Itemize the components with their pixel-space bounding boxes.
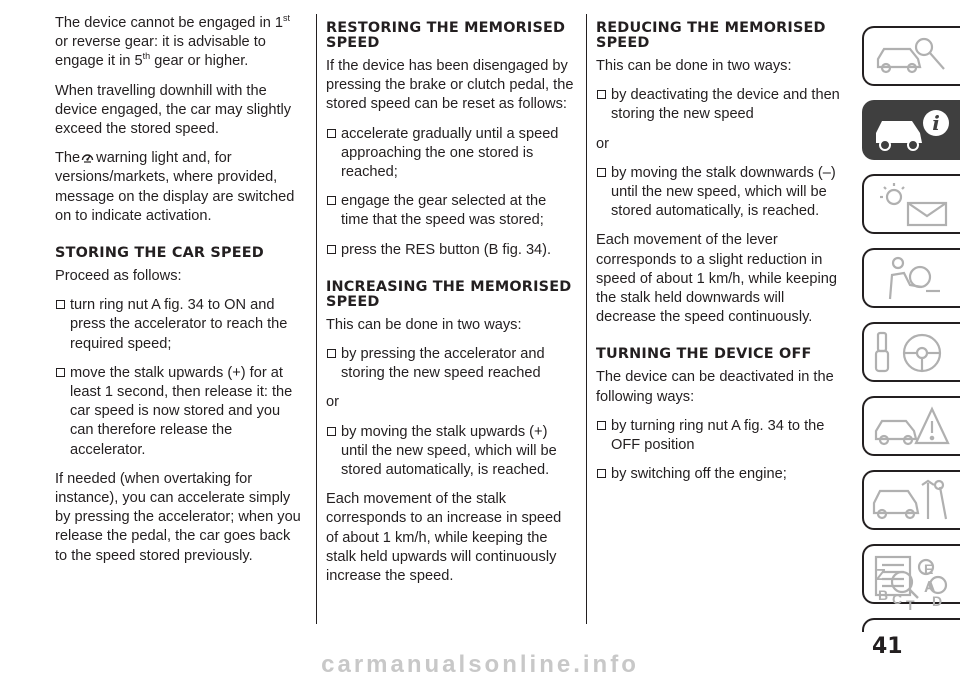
heading-increasing-speed: INCREASING THE MEMORISED SPEED [326, 278, 572, 310]
tab-servicing[interactable] [862, 470, 960, 530]
svg-text:E: E [924, 561, 934, 577]
speedometer-warning-icon [81, 151, 94, 163]
column-1 [55, 14, 305, 576]
paragraph-two-ways: This can be done in two ways: [596, 58, 792, 74]
watermark: carmanualsonline.info [321, 651, 639, 678]
heading-reducing-speed: REDUCING THE MEMORISED SPEED [596, 20, 826, 51]
tab-emergency[interactable] [862, 396, 960, 456]
list-item: move the stalk upwards (+) for at least 1 second, then release it: the car speed is now stored and you can therefore release the accelerator. [55, 364, 305, 460]
paragraph-proceed: Proceed as follows: [55, 268, 182, 285]
column-divider [316, 14, 317, 624]
heading-storing-speed: STORING THE CAR SPEED [55, 245, 264, 262]
list-item: accelerate gradually until a speed approaching the one stored is reached; [326, 125, 576, 183]
svg-text:i: i [932, 111, 940, 135]
car-search-icon [870, 33, 954, 81]
svg-text:A: A [924, 579, 936, 596]
list-item: by moving the stalk upwards (+) until the new speed, which will be stored automatically, is reached. [326, 423, 576, 481]
list-item: by switching off the engine; [596, 465, 846, 484]
tab-car-info[interactable] [862, 100, 960, 160]
paragraph-or: or [326, 394, 339, 411]
tab-car-knowledge[interactable] [862, 26, 960, 86]
list-item: by deactivating the device and then storing the new speed [596, 86, 846, 124]
list-item: press the RES button (B fig. 34). [326, 241, 576, 260]
paragraph-overtaking: If needed (when overtaking for instance), you can accelerate simply by pressing the accelerator; when you release the pedal, the car goes back to the speed stored previously. [55, 470, 301, 564]
paragraph-gear-note: The device cannot be engaged in 1st or reverse gear: it is advisable to engage it in 5th gear or higher. [55, 13, 291, 70]
heading-restoring-speed: RESTORING THE MEMORISED SPEED [326, 20, 566, 51]
key-steering-wheel-icon [870, 329, 954, 377]
list-item: by pressing the accelerator and storing the new speed reached [326, 345, 576, 383]
list-item: turn ring nut A fig. 34 to ON and press the accelerator to reach the required speed; [55, 296, 305, 354]
paragraph-warning-light: The warning light and, for versions/markets, where provided, message on the display are switched on to indicate activation. [55, 150, 295, 224]
list-item: engage the gear selected at the time that the speed was stored; [326, 192, 576, 230]
paragraph-or: or [596, 135, 609, 152]
svg-text:Z: Z [876, 567, 886, 584]
tab-alphabetical-index[interactable] [862, 556, 960, 614]
chapter-tabs [862, 26, 960, 632]
list-item: by moving the stalk downwards (–) until the new speed, which will be stored automatically, is reached. [596, 164, 846, 222]
tab-index[interactable] [862, 618, 960, 632]
car-breakdown-icon [870, 403, 954, 451]
tab-starting-driving[interactable] [862, 322, 960, 382]
paragraph-restore: If the device has been disengaged by pressing the brake or clutch pedal, the stored speed can be reset as follows: [326, 58, 574, 113]
svg-text:T: T [906, 597, 915, 612]
paragraph-each-movement: Each movement of the lever corresponds to a slight reduction in speed of about 1 km/h, while keeping the stalk held downwards will decrease the speed continuously. [596, 232, 837, 326]
car-service-tools-icon [870, 477, 954, 525]
list-item: by turning ring nut A fig. 34 to the OFF position [596, 417, 846, 455]
tab-safety[interactable] [862, 248, 960, 308]
airbag-safety-icon [870, 255, 954, 303]
warning-lights-icon [870, 181, 954, 229]
car-info-icon [870, 107, 954, 155]
heading-turning-off: TURNING THE DEVICE OFF [596, 346, 812, 363]
alphabetical-index-icon [868, 558, 952, 612]
svg-text:B: B [878, 587, 889, 603]
paragraph-each-movement: Each movement of the stalk corresponds to an increase in speed of about 1 km/h, while keeping the stalk held upwards will continuously increase the speed. [326, 491, 562, 585]
column-divider [586, 14, 587, 624]
tab-warning-lights[interactable] [862, 174, 960, 234]
column-2 [326, 14, 576, 596]
column-3 [596, 14, 846, 494]
paragraph-downhill: When travelling downhill with the device engaged, the car may slightly exceed the stored speed. [55, 82, 292, 138]
svg-text:C: C [892, 591, 903, 607]
paragraph-deactivate: The device can be deactivated in the following ways: [596, 369, 834, 405]
page-number: 41 [872, 634, 903, 659]
paragraph-two-ways: This can be done in two ways: [326, 316, 522, 333]
svg-text:D: D [932, 593, 943, 609]
